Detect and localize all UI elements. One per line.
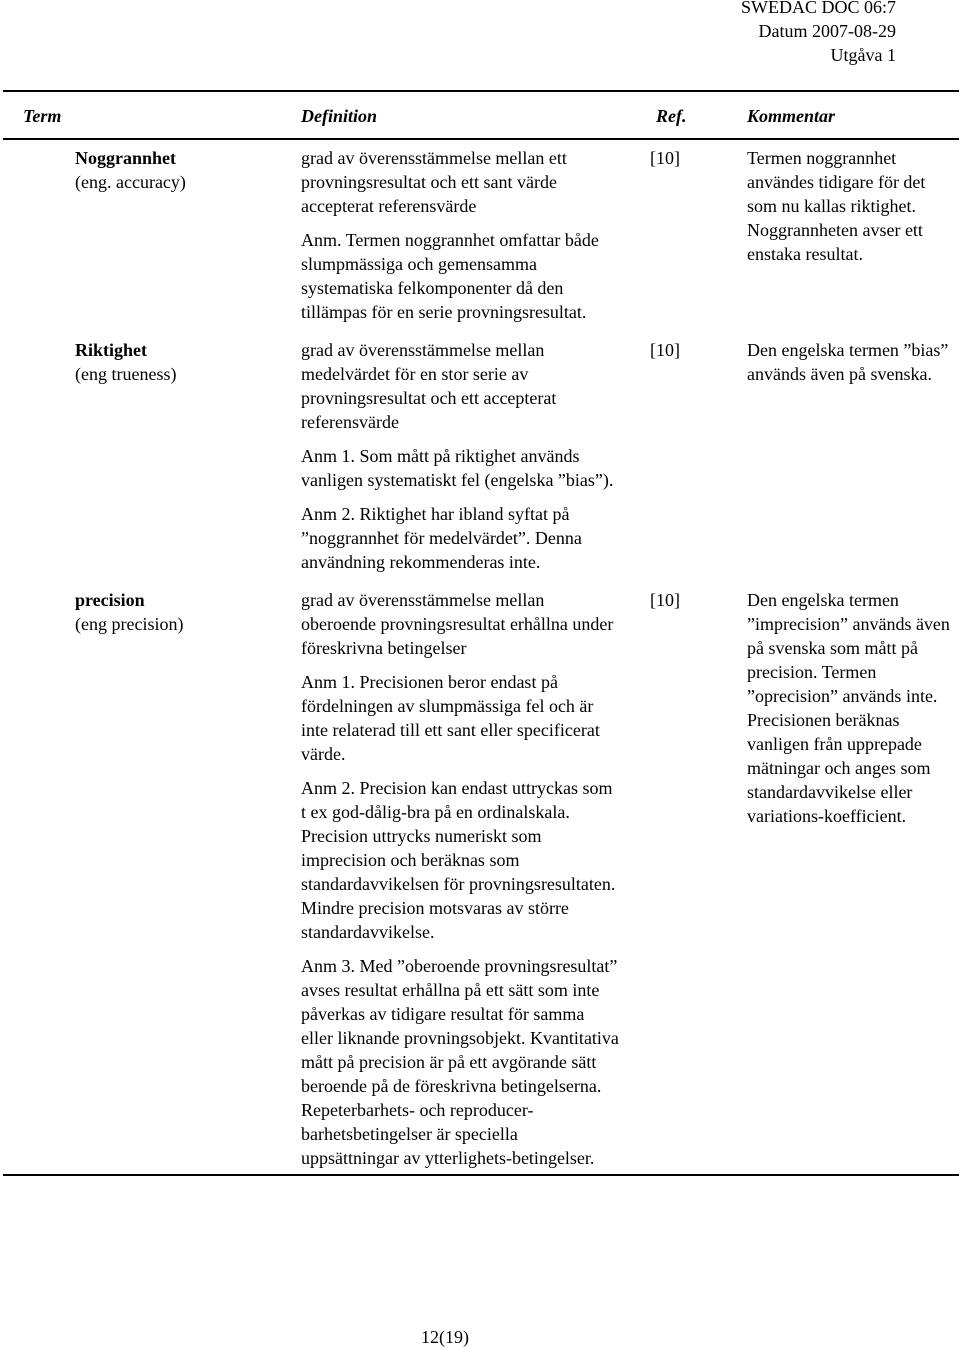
definition-cell	[275, 139, 619, 338]
doc-id: SWEDAC DOC 06:7	[740, 0, 896, 17]
definition-cell	[275, 588, 619, 1175]
ref-cell: [10]	[650, 340, 680, 360]
definition-text: grad av överensstämmelse mellan ett provningsresultat och ett sant värde accepterat referensvärde	[301, 148, 567, 216]
table-row	[3, 139, 959, 338]
column-header-ref: Ref.	[619, 91, 741, 139]
column-header-term: Term	[3, 91, 275, 139]
definition-note: Anm 3. Med ”oberoende provningsresultat” avses resultat erhållna på ett sätt som inte påverkas av tidigare resultat för samma eller liknande provningsobjekt. Kvantitativa mått på precision är på ett avgörande sätt beroende på de föreskrivna betingelserna. Repeterbarhets- och reproducer-barhetsbetingelser är speciella uppsättningar av ytterlighets-betingelser.	[301, 956, 619, 1168]
definition-cell	[275, 338, 619, 588]
comment-cell: Termen noggrannhet användes tidigare för det som nu kallas riktighet. Noggrannheten avser ett enstaka resultat.	[747, 148, 926, 264]
term-cell	[3, 139, 275, 338]
ref-cell: [10]	[619, 588, 741, 1175]
term-name: Riktighet	[75, 340, 147, 360]
definition-note: Anm 1. Som mått på riktighet används vanligen systematiskt fel (engelska ”bias”).	[301, 446, 614, 490]
term-cell	[3, 588, 275, 1175]
table-row	[3, 588, 959, 1175]
definition-note: Anm 1. Precisionen beror endast på fördelningen av slumpmässiga fel och är inte relaterad till ett sant eller specificerat värde.	[301, 672, 600, 764]
term-name: Noggrannhet	[75, 148, 177, 168]
term-name: precision	[75, 590, 145, 610]
term-cell	[3, 338, 275, 588]
definition-note: Anm. Termen noggrannhet omfattar både slumpmässiga och gemensamma systematiska felkomponenter då den tillämpas för en serie provningsresultat.	[301, 230, 599, 322]
table-row	[3, 338, 959, 588]
definition-note: Anm 2. Riktighet har ibland syftat på ”noggrannhet för medelvärdet”. Denna användning rekommenderas inte.	[301, 504, 582, 572]
comment-cell: Den engelska termen ”bias” används även på svenska.	[747, 340, 949, 384]
table-header-row	[3, 91, 959, 139]
column-header-definition: Definition	[275, 91, 619, 139]
term-english: (eng. accuracy)	[75, 172, 186, 192]
column-header-comment: Kommentar	[741, 91, 959, 139]
definition-text: grad av överensstämmelse mellan oberoende provningsresultat erhållna under föreskrivna betingelser	[301, 590, 614, 658]
doc-edition: Utgåva 1	[830, 45, 896, 65]
comment-cell: Den engelska termen ”imprecision” används även på svenska som mått på precision. Termen ”oprecision” används inte. Precisionen beräknas vanligen från upprepade mätningar och anges som standardavvikelse eller variations-koefficient.	[741, 588, 959, 1175]
term-english: (eng precision)	[75, 614, 184, 634]
definition-note: Anm 2. Precision kan endast uttryckas som t ex god-dålig-bra på en ordinalskala. Precision uttrycks numeriskt som imprecision och beräknas som standardavvikelsen för provningsresultaten. Mindre precision motsvaras av större standardavvikelse.	[301, 778, 616, 942]
page-number: 12(19)	[421, 1327, 469, 1347]
ref-cell: [10]	[650, 148, 680, 168]
term-english: (eng trueness)	[75, 364, 177, 384]
document-header	[741, 0, 896, 67]
definition-text: grad av överensstämmelse mellan medelvärdet för en stor serie av provningsresultat och ett accepterat referensvärde	[301, 340, 557, 432]
doc-date: Datum 2007-08-29	[758, 21, 896, 41]
terms-table	[3, 90, 959, 1176]
